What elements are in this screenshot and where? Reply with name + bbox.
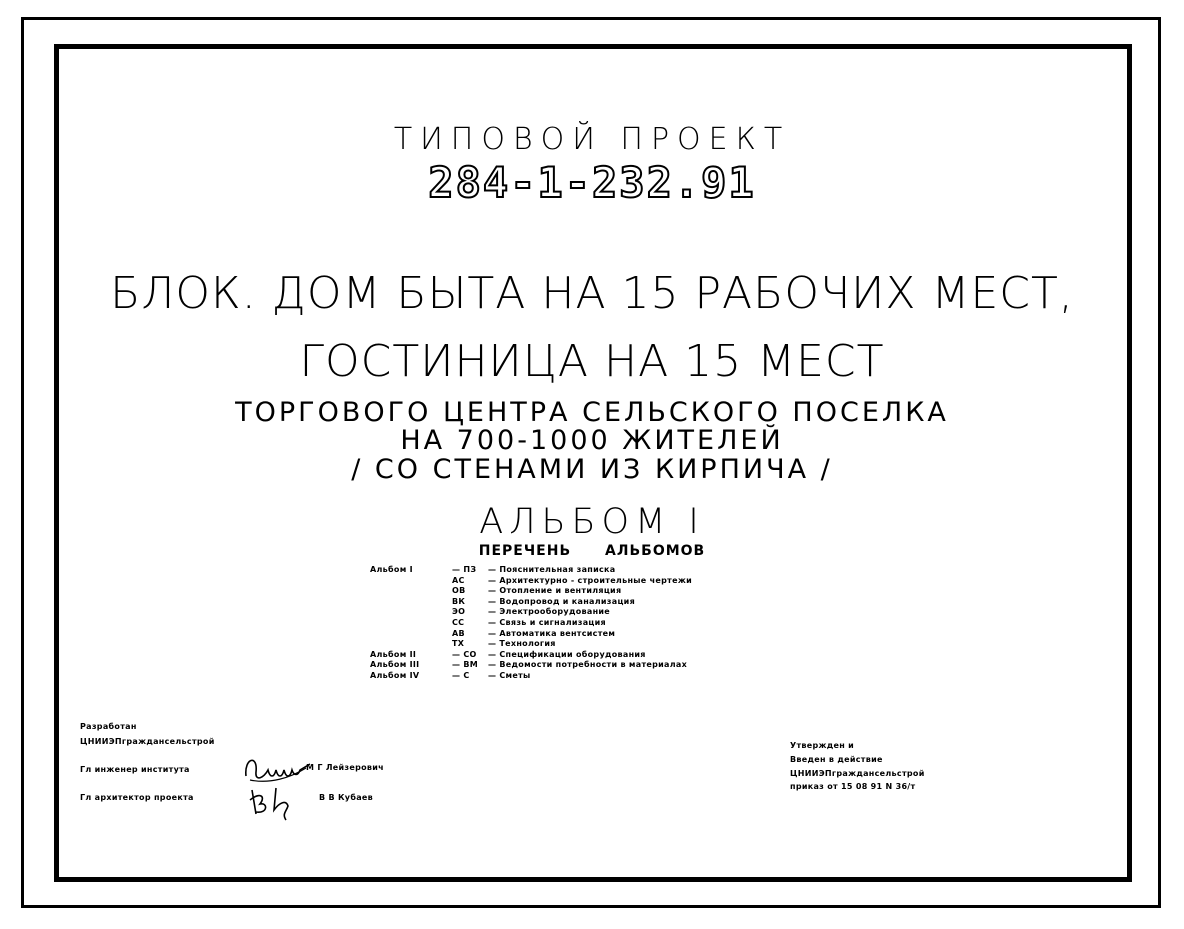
- album-description: — Пояснительная записка: [488, 565, 616, 574]
- album-label: Альбом III: [370, 660, 420, 670]
- project-title-line-1: БЛОК. ДОМ БЫТА НА 15 РАБОЧИХ МЕСТ,: [110, 268, 1074, 319]
- album-code: СС: [452, 617, 465, 627]
- chief-architect-name: В В Кубаев: [319, 793, 373, 802]
- chief-architect-role: Гл архитектор проекта: [80, 793, 194, 802]
- album-label: [370, 618, 452, 629]
- album-code: АВ: [452, 628, 465, 638]
- album-label: [370, 576, 452, 587]
- album-description: — Технология: [488, 639, 556, 649]
- album-description: — Отопление и вентиляция: [488, 586, 622, 596]
- project-subtitle-line-3: / СО СТЕНАМИ ИЗ КИРПИЧА /: [351, 454, 833, 485]
- album-list-row: [370, 660, 730, 671]
- album-code: — ПЗ: [452, 565, 477, 574]
- approval-line-4: приказ от 15 08 91 N 36/т: [790, 782, 916, 791]
- album-description: — Ведомости потребности в материалах: [488, 660, 688, 670]
- album-number: АЛЬБОМ I: [479, 502, 705, 542]
- project-type-heading: ТИПОВОЙ ПРОЕКТ: [393, 122, 791, 157]
- developer-org: ЦНИИЭПграждансельстрой: [80, 737, 215, 746]
- approval-line-3: ЦНИИЭПграждансельстрой: [790, 769, 925, 778]
- album-list-row: [370, 671, 730, 682]
- album-list: [370, 565, 730, 682]
- album-label: Альбом IV: [370, 670, 420, 680]
- list-heading-word-1: ПЕРЕЧЕНЬ: [478, 543, 572, 559]
- album-list-row: [370, 618, 730, 629]
- album-code: — ВМ: [452, 660, 479, 670]
- album-label: [370, 639, 452, 650]
- album-code: ЭО: [452, 607, 466, 617]
- album-list-row: [370, 565, 730, 576]
- album-label: [370, 597, 452, 608]
- approval-line-2: Введен в действие: [790, 755, 883, 764]
- album-list-row: [370, 597, 730, 608]
- project-number: 284-1-232.91: [428, 158, 756, 207]
- list-heading-word-2: АЛЬБОМОВ: [605, 543, 706, 559]
- album-code: — СО: [452, 649, 477, 659]
- album-description: — Сметы: [488, 670, 531, 680]
- album-label: Альбом II: [370, 649, 417, 659]
- album-label: Альбом I: [370, 565, 413, 574]
- chief-engineer-role: Гл инженер института: [80, 765, 190, 774]
- album-code: ТХ: [452, 639, 465, 649]
- album-list-row: [370, 650, 730, 661]
- chief-architect-signature: [246, 780, 306, 824]
- project-title-line-2: ГОСТИНИЦА НА 15 МЕСТ: [299, 336, 885, 387]
- album-description: — Электрооборудование: [488, 607, 611, 617]
- album-list-row: [370, 607, 730, 618]
- project-subtitle-line-2: НА 700-1000 ЖИТЕЛЕЙ: [400, 425, 784, 456]
- approval-line-1: Утвержден и: [790, 741, 855, 750]
- album-description: — Связь и сигнализация: [488, 617, 606, 627]
- album-list-heading: [0, 543, 1184, 559]
- album-description: — Спецификации оборудования: [488, 649, 646, 659]
- album-code: ОВ: [452, 586, 466, 596]
- album-list-row: [370, 639, 730, 650]
- album-list-row: [370, 576, 730, 587]
- album-description: — Автоматика вентсистем: [488, 628, 616, 638]
- album-code: ВК: [452, 596, 466, 606]
- album-code: — С: [452, 670, 470, 680]
- album-description: — Водопровод и канализация: [488, 596, 636, 606]
- album-label: [370, 607, 452, 618]
- album-list-row: [370, 629, 730, 640]
- developed-by-label: Разработан: [80, 722, 137, 731]
- album-label: [370, 629, 452, 640]
- album-label: [370, 586, 452, 597]
- album-description: — Архитектурно - строительные чертежи: [488, 575, 692, 585]
- chief-engineer-name: М Г Лейзерович: [306, 763, 384, 772]
- album-code: АС: [452, 575, 465, 585]
- project-subtitle-line-1: ТОРГОВОГО ЦЕНТРА СЕЛЬСКОГО ПОСЕЛКА: [235, 397, 949, 428]
- album-list-row: [370, 586, 730, 597]
